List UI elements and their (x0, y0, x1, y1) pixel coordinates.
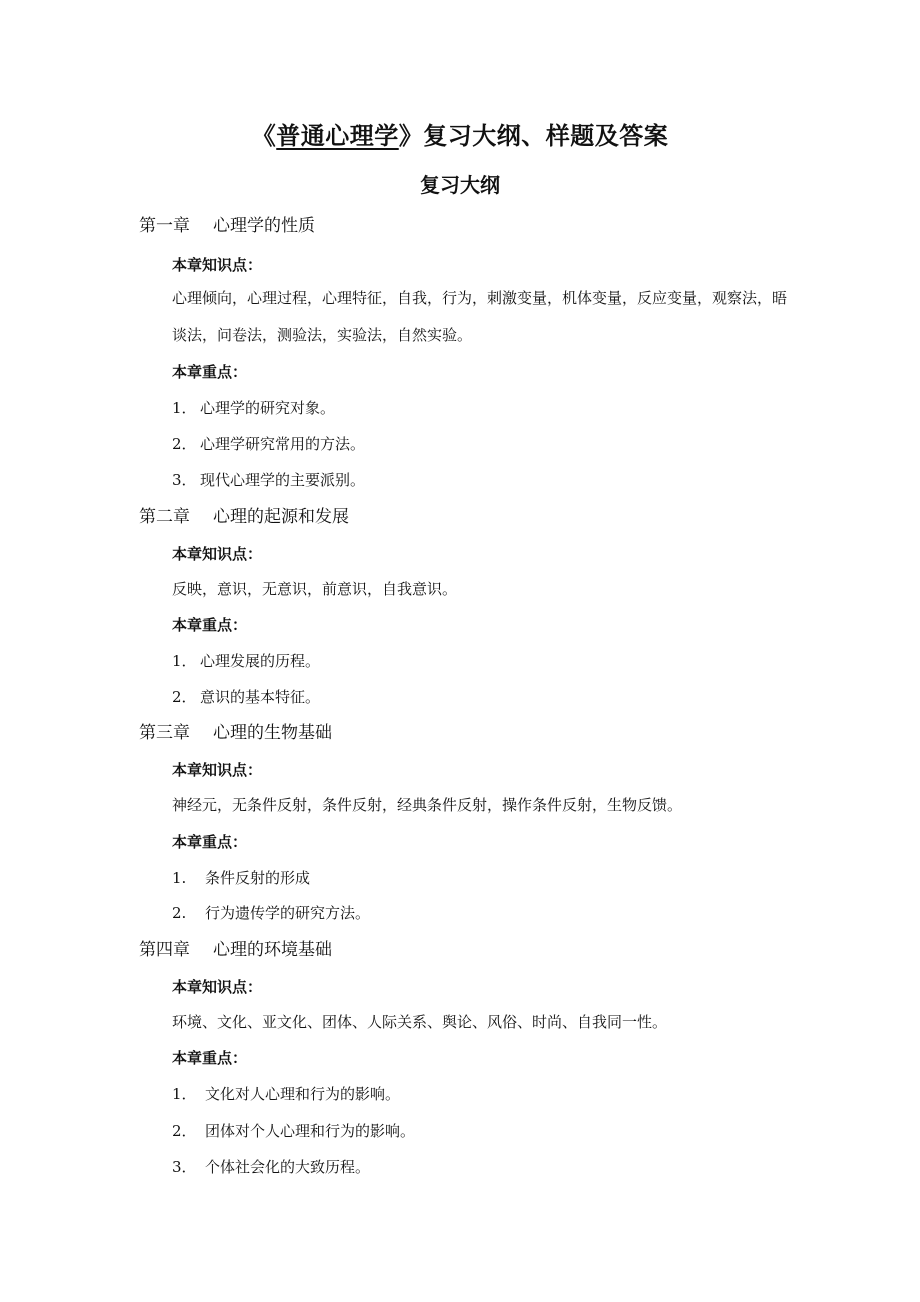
chapter-heading (139, 938, 332, 962)
focus-item-text: 心理学的研究对象。 (200, 399, 336, 417)
focus-item (172, 650, 320, 672)
focus-item-number: 1． (172, 652, 197, 670)
knowledge-text: 神经元，无条件反射，条件反射，经典条件反射，操作条件反射，生物反馈。 (172, 796, 683, 814)
focus-item-number: 2． (172, 688, 197, 706)
focus-item (172, 433, 365, 455)
chapter-title: 心理的起源和发展 (213, 507, 349, 527)
focus-item-number: 2． (172, 1122, 197, 1140)
knowledge-text: 环境、文化、亚文化、团体、人际关系、舆论、风俗、时尚、自我同一性。 (172, 1013, 668, 1031)
chapter-heading (139, 214, 315, 238)
focus-item (172, 686, 320, 708)
focus-heading: 本章重点： (172, 363, 248, 381)
chapter-number: 第一章 (139, 216, 190, 236)
section-title: 复习大纲 (420, 173, 500, 197)
chapter-heading (139, 505, 349, 529)
focus-item (172, 867, 310, 889)
focus-item (172, 1156, 370, 1178)
focus-item (172, 469, 365, 491)
focus-item-text: 团体对个人心理和行为的影响。 (205, 1122, 416, 1140)
focus-item (172, 397, 335, 419)
focus-item-text: 意识的基本特征。 (200, 688, 321, 706)
focus-item (172, 902, 370, 924)
focus-item-text: 文化对人心理和行为的影响。 (205, 1085, 401, 1103)
focus-item-number: 3． (172, 1158, 197, 1176)
knowledge-heading: 本章知识点： (172, 256, 263, 274)
focus-item-number: 1. (172, 869, 187, 887)
title-open-bracket: 《 (251, 121, 277, 150)
chapter-number: 第三章 (139, 723, 190, 743)
focus-item-number: 1． (172, 1085, 197, 1103)
chapter-number: 第四章 (139, 940, 190, 960)
chapter-number: 第二章 (139, 507, 190, 527)
chapter-title: 心理学的性质 (213, 216, 315, 236)
focus-item-text: 现代心理学的主要派别。 (200, 471, 366, 489)
focus-item-number: 1． (172, 399, 197, 417)
knowledge-heading: 本章知识点： (172, 978, 263, 996)
focus-heading: 本章重点： (172, 616, 248, 634)
chapter-title: 心理的生物基础 (213, 723, 332, 743)
title-book-name: 普通心理学 (276, 121, 399, 150)
knowledge-heading: 本章知识点： (172, 761, 263, 779)
focus-heading: 本章重点： (172, 1049, 248, 1067)
document-title (0, 118, 920, 154)
chapter-heading (139, 721, 332, 745)
title-rest: 》复习大纲、样题及答案 (398, 121, 669, 150)
focus-item-number: 2． (172, 435, 197, 453)
focus-item-text: 个体社会化的大致历程。 (205, 1158, 371, 1176)
chapter-title: 心理的环境基础 (213, 940, 332, 960)
focus-item-text: 心理学研究常用的方法。 (200, 435, 366, 453)
focus-item-text: 行为遗传学的研究方法。 (205, 904, 371, 922)
focus-item-text: 条件反射的形成 (205, 869, 311, 887)
focus-item-number: 3． (172, 471, 197, 489)
knowledge-text: 心理倾向，心理过程，心理特征，自我，行为，刺激变量，机体变量，反应变量，观察法，晤谈法，问卷法，测验法，实验法，自然实验。 (172, 289, 788, 344)
knowledge-heading: 本章知识点： (172, 545, 263, 563)
focus-item-text: 心理发展的历程。 (200, 652, 321, 670)
knowledge-text: 反映，意识，无意识，前意识，自我意识。 (172, 580, 458, 598)
focus-item (172, 1120, 415, 1142)
focus-item (172, 1083, 400, 1105)
focus-heading: 本章重点： (172, 833, 248, 851)
focus-item-number: 2. (172, 904, 187, 922)
